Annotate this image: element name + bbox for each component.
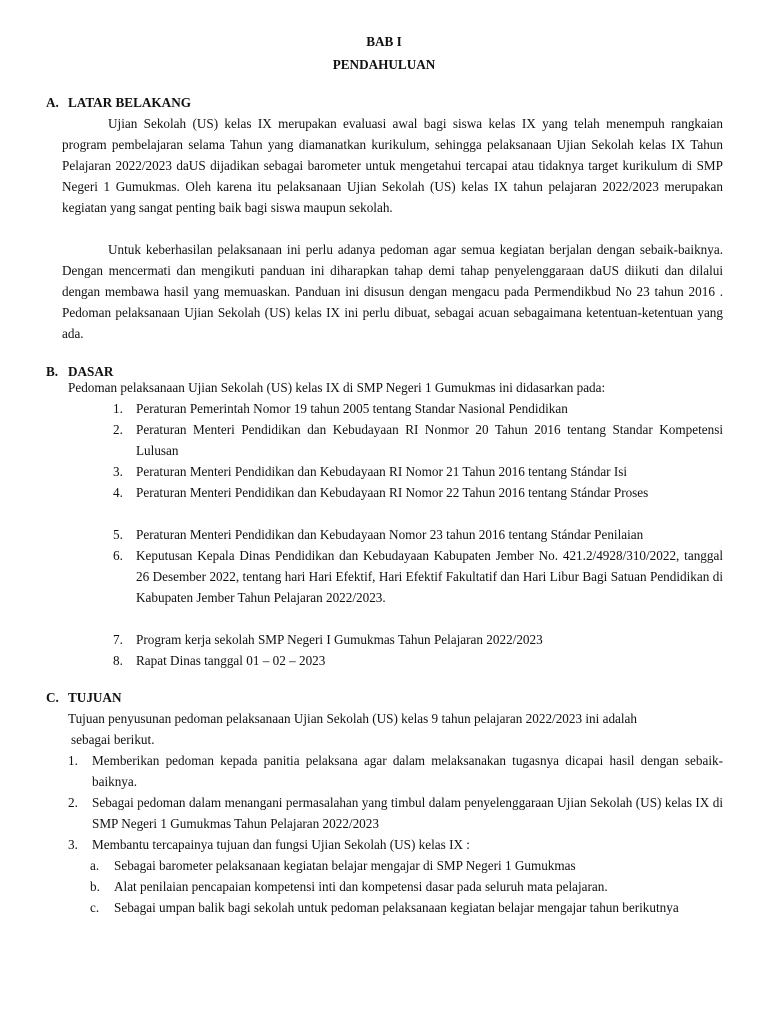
list-text: Peraturan Menteri Pendidikan dan Kebudayaan RI Nomor 22 Tahun 2016 tentang Stándar Proses [136, 485, 649, 500]
sub-list-text: Alat penilaian pencapaian kompetensi inti dan kompetensi dasar pada seluruh mata pelajaran. [114, 879, 608, 894]
section-c-letter: C. [46, 690, 59, 705]
section-a-paragraph-2 [62, 239, 723, 344]
section-b-title: DASAR [68, 364, 114, 379]
chapter-number: BAB I [366, 34, 402, 49]
list-number: 1. [113, 401, 123, 416]
section-c-heading [46, 687, 121, 708]
list-text: Program kerja sekolah SMP Negeri I Gumukmas Tahun Pelajaran 2022/2023 [136, 632, 543, 647]
list-text: Rapat Dinas tanggal 01 – 02 – 2023 [136, 653, 326, 668]
sub-list-text: Sebagai umpan balik bagi sekolah untuk pedoman pelaksanaan kegiatan belajar mengajar tahun berikutnya [114, 900, 679, 915]
list-text: Membantu tercapainya tujuan dan fungsi Ujian Sekolah (US) kelas IX : [92, 837, 470, 852]
sub-list-letter: c. [90, 900, 100, 915]
list-number: 6. [113, 548, 123, 563]
list-text: Peraturan Pemerintah Nomor 19 tahun 2005 tentang Standar Nasional Pendidikan [136, 401, 568, 416]
section-a-paragraph-2-text: Untuk keberhasilan pelaksanaan ini perlu adanya pedoman agar semua kegiatan berjalan dengan sebaik-baiknya. Dengan mencermati dan mengikuti panduan ini diharapkan tahap demi tahap penyelenggaraan daUS diikuti dan dilalui dengan membawa hasil yang memuaskan. Panduan ini disusun dengan mengacu pada Permendikbud No 23 tahun 2016 . Pedoman pelaksanaan Ujian Sekolah (US) kelas IX ini perlu dibuat, sebagai acuan sebagaimana ketentuan-ketentuan yang ada. [62, 242, 723, 341]
list-text: Peraturan Menteri Pendidikan dan Kebudayaan RI Nonmor 20 Tahun 2016 tentang Standar Kompetensi Lulusan [136, 422, 723, 458]
sub-list-text: Sebagai barometer pelaksanaan kegiatan belajar mengajar di SMP Negeri 1 Gumukmas [114, 858, 576, 873]
sub-list-letter: a. [90, 858, 100, 873]
section-a-paragraph-1-text: Ujian Sekolah (US) kelas IX merupakan evaluasi awal bagi siswa kelas IX yang telah menempuh rangkaian program pembelajaran selama Tahun yang diamanatkan kurikulum, sehingga pelaksanaan Ujian Sekolah kelas IX Tahun Pelajaran 2022/2023 daUS dijadikan sebagai barometer untuk mengetahui tercapai atau tidaknya target kurikulum di SMP Negeri 1 Gumukmas. Oleh karena itu pelaksanaan Ujian Sekolah (US) kelas IX tahun pelajaran 2022/2023 merupakan kegiatan yang sangat penting baik bagi siswa maupun sekolah. [62, 116, 723, 215]
list-number: 2. [113, 422, 123, 437]
chapter-title: PENDAHULUAN [332, 57, 436, 72]
section-c-title: TUJUAN [68, 690, 122, 705]
section-a-paragraph-1 [62, 113, 723, 218]
list-text: Keputusan Kepala Dinas Pendidikan dan Kebudayaan Kabupaten Jember No. 421.2/4928/310/2022, tanggal 26 Desember 2022, tentang hari Hari Efektif, Hari Efektif Fakultatif dan Hari Libur Bagi Satuan Pendidikan di Kabupaten Jember Tahun Pelajaran 2022/2023. [136, 548, 723, 605]
section-a-letter: A. [46, 95, 59, 110]
list-number: 3. [113, 464, 123, 479]
list-number: 4. [113, 485, 123, 500]
list-number: 8. [113, 653, 123, 668]
sub-list-letter: b. [90, 879, 100, 894]
section-c-intro-line-1: Tujuan penyusunan pedoman pelaksanaan Ujian Sekolah (US) kelas 9 tahun pelajaran 2022/2023 ini adalah [68, 711, 638, 726]
list-text: Sebagai pedoman dalam menangani permasalahan yang timbul dalam penyelenggaraan Ujian Sekolah (US) kelas IX di SMP Negeri 1 Gumukmas Tahun Pelajaran 2022/2023 [92, 795, 723, 831]
section-b-intro: Pedoman pelaksanaan Ujian Sekolah (US) kelas IX di SMP Negeri 1 Gumukmas ini didasarkan pada: [68, 380, 606, 395]
list-text: Peraturan Menteri Pendidikan dan Kebudayaan RI Nomor 21 Tahun 2016 tentang Stándar Isi [136, 464, 628, 479]
list-number: 2. [68, 795, 78, 810]
list-number: 5. [113, 527, 123, 542]
list-text: Peraturan Menteri Pendidikan dan Kebudayaan Nomor 23 tahun 2016 tentang Stándar Penilaian [136, 527, 644, 542]
list-number: 1. [68, 753, 78, 768]
list-number: 7. [113, 632, 123, 647]
section-a-title: LATAR BELAKANG [68, 95, 191, 110]
section-a-heading [46, 92, 191, 113]
list-text: Memberikan pedoman kepada panitia pelaksana agar dalam melaksanakan tugasnya dicapai hasil dengan sebaik-baiknya. [92, 753, 723, 789]
section-b-letter: B. [46, 364, 59, 379]
list-number: 3. [68, 837, 78, 852]
section-c-intro-line-2: sebagai berikut. [71, 732, 155, 747]
